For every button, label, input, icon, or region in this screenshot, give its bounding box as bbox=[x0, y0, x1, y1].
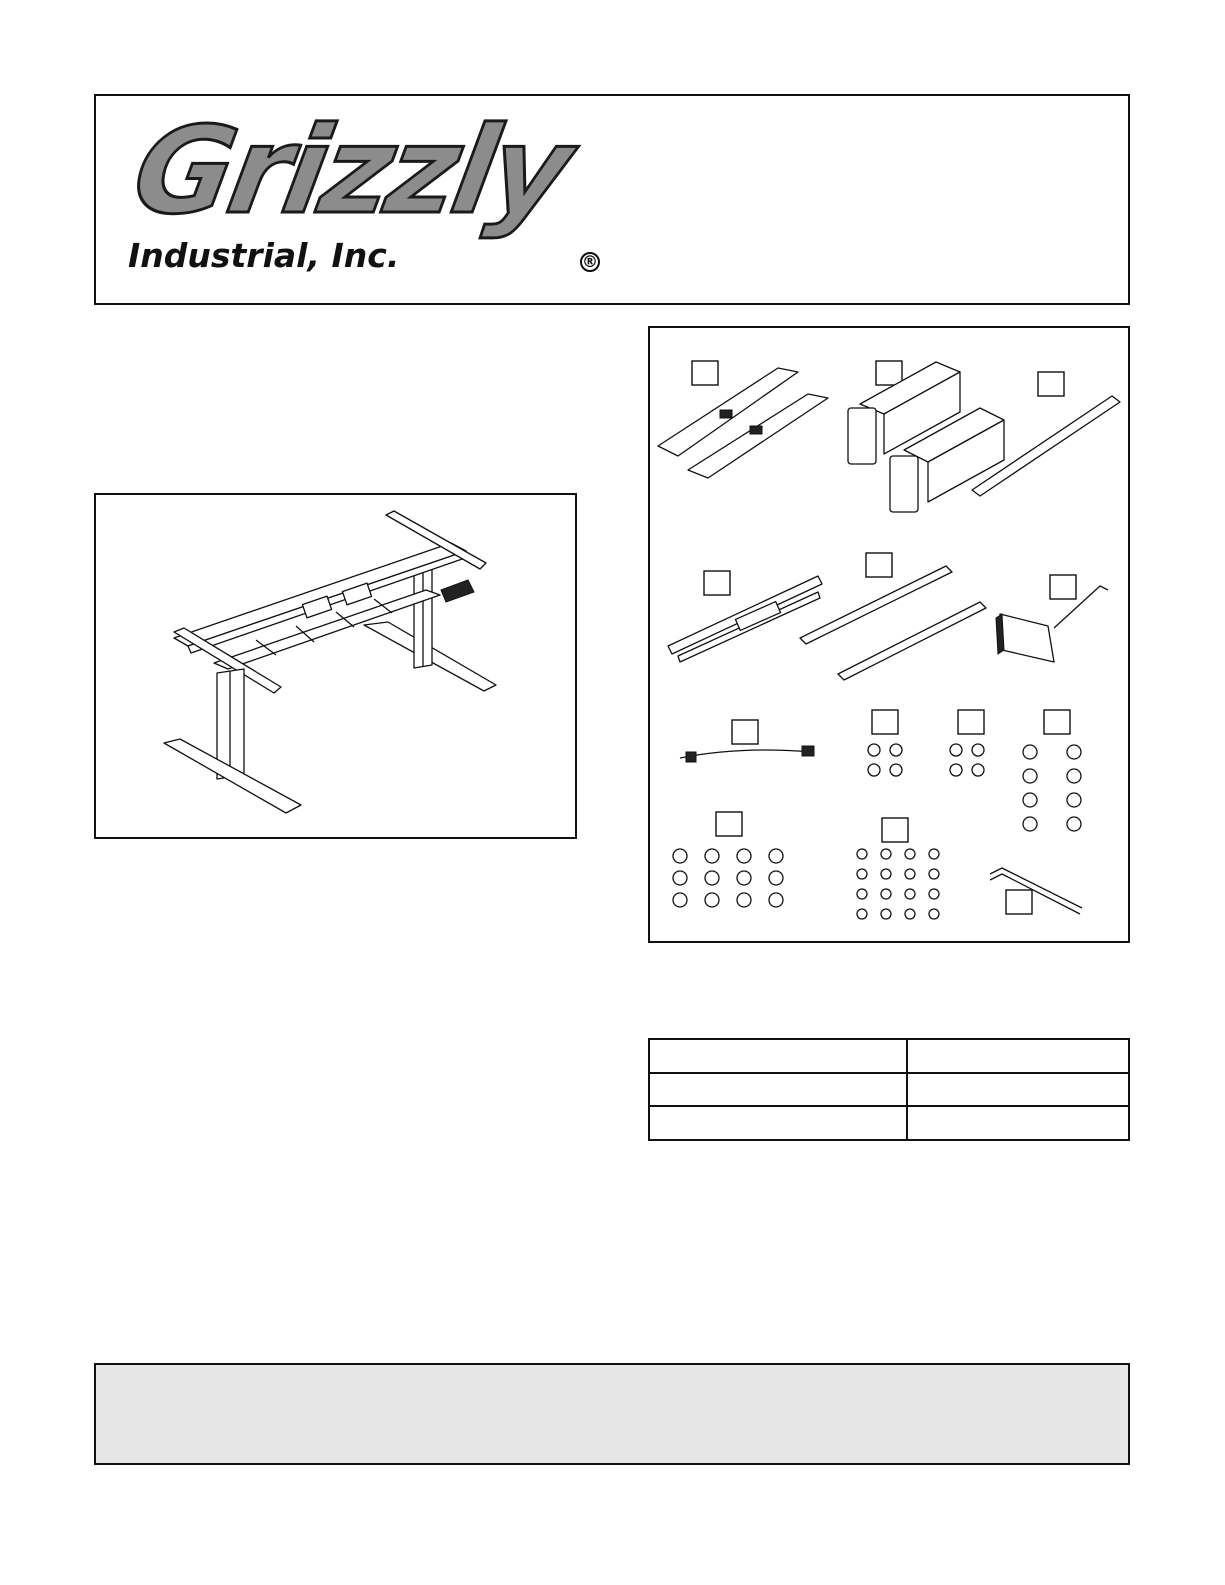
table-cell bbox=[649, 1039, 907, 1073]
table-row bbox=[649, 1039, 1129, 1073]
brand-logo bbox=[114, 102, 614, 296]
part-bolt-set bbox=[673, 849, 783, 907]
notice-box bbox=[94, 1363, 1130, 1465]
part-key-box bbox=[716, 812, 742, 836]
table-row bbox=[649, 1073, 1129, 1107]
part-bolt-set bbox=[1023, 745, 1081, 831]
part-screw-set bbox=[857, 849, 939, 919]
part-screw-set bbox=[950, 744, 984, 776]
desk-frame-illustration bbox=[96, 495, 575, 837]
logo-company-name: Industrial, Inc. bbox=[128, 236, 400, 275]
part-screw-set bbox=[868, 744, 902, 776]
table-cell bbox=[907, 1039, 1129, 1073]
logo-wordmark: Grizzly bbox=[123, 102, 579, 241]
part-power-cord bbox=[680, 750, 812, 758]
part-key-box bbox=[866, 553, 892, 577]
part-key-box bbox=[1038, 372, 1064, 396]
table-cell bbox=[649, 1106, 907, 1140]
table-cell bbox=[907, 1073, 1129, 1107]
part-key-box bbox=[704, 571, 730, 595]
part-key-box bbox=[1050, 575, 1076, 599]
part-key-box bbox=[732, 720, 758, 744]
part-key-box bbox=[692, 361, 718, 385]
part-key-box bbox=[872, 710, 898, 734]
controller-box bbox=[441, 580, 474, 602]
part-hex-wrench bbox=[990, 868, 1082, 908]
part-key-box bbox=[876, 361, 902, 385]
info-table bbox=[648, 1038, 1130, 1141]
part-foot bbox=[688, 394, 828, 478]
table-cell bbox=[907, 1106, 1129, 1140]
header-box bbox=[94, 94, 1130, 305]
registered-mark: ® bbox=[582, 252, 598, 271]
part-control-box bbox=[1000, 614, 1054, 662]
desk-frame-figure bbox=[94, 493, 577, 839]
table-row bbox=[649, 1106, 1129, 1140]
part-key-box bbox=[958, 710, 984, 734]
parts-inventory-panel bbox=[648, 326, 1130, 943]
table-cell bbox=[649, 1073, 907, 1107]
part-key-box bbox=[882, 818, 908, 842]
parts-illustration bbox=[650, 328, 1128, 941]
part-key-box bbox=[1044, 710, 1070, 734]
part-key-box bbox=[1006, 890, 1032, 914]
